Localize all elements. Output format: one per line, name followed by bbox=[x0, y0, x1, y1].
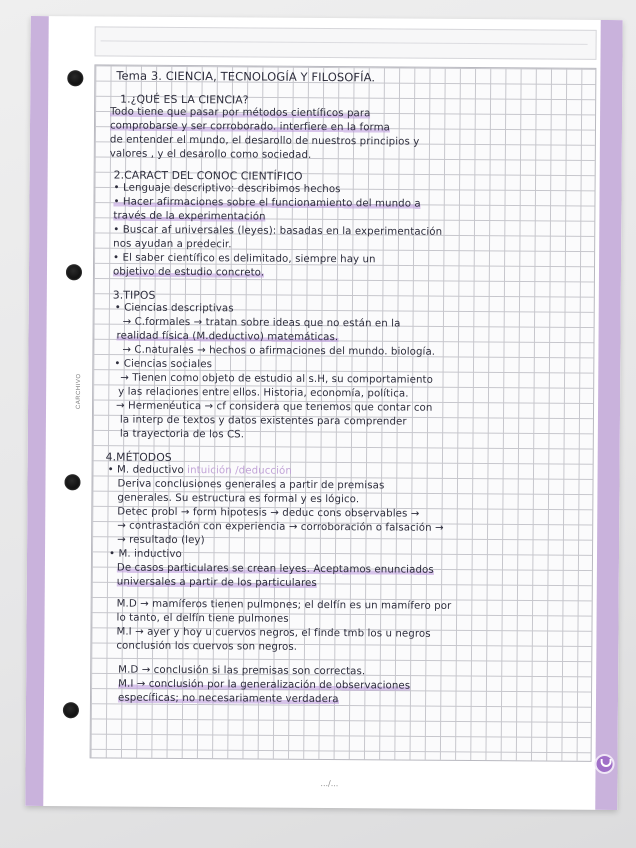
note-line: → C.naturales → hechos o afirmaciones del mundo. biología. bbox=[122, 344, 436, 358]
note-line: • M. inductivo bbox=[108, 548, 182, 561]
note-line: Detec probl → form hipotesis → deduc cons observables → bbox=[117, 506, 420, 520]
note-line: → resultado (ley) bbox=[117, 534, 205, 547]
note-line: la interp de textos y datos existentes para comprender bbox=[119, 414, 407, 428]
note-line: • Hacer afirmaciones sobre el funcionamiento del mundo a bbox=[113, 196, 421, 210]
note-line: universales a partir de los particulares bbox=[116, 576, 317, 589]
brand-label: CARCHIVO bbox=[75, 373, 83, 410]
note-line: De casos particulares se crean leyes. Aceptamos enunciados bbox=[116, 562, 434, 576]
note-line: • El saber científico es delimitado, siempre hay un bbox=[113, 252, 376, 266]
note-line: objetivo de estudio concreto. bbox=[112, 266, 265, 279]
section-heading: 4.MÉTODOS bbox=[105, 450, 172, 464]
page-footer: .../... bbox=[320, 778, 339, 789]
note-line: → Hermenéutica → cf considera que tenemos que contar con bbox=[116, 400, 433, 414]
note-line: → contrastación con experiencia → corroboración o falsación → bbox=[117, 520, 444, 534]
notes-title: Tema 3. CIENCIA, TECNOLOGÍA Y FILOSOFÍA. bbox=[116, 68, 376, 85]
example-line: M.I → conclusión por la generalización de observaciones bbox=[118, 678, 411, 692]
note-line: generales. Su estructura es formal y es lógico. bbox=[117, 492, 360, 506]
handwritten-notes bbox=[25, 16, 623, 810]
example-line: conclusión los cuervos son negros. bbox=[116, 640, 298, 653]
section-heading: 3.TIPOS bbox=[112, 288, 156, 302]
note-line: través de la experimentación bbox=[113, 210, 266, 223]
notebook-page bbox=[25, 16, 623, 810]
note-line: • Buscar af universales (leyes): basadas en la experimentación bbox=[113, 224, 443, 238]
note-line: • Ciencias descriptivas bbox=[114, 302, 234, 315]
note-line: realidad física (M.deductivo) matemáticas. bbox=[116, 330, 339, 344]
margin-note: intuición /deducción bbox=[187, 465, 292, 477]
section-heading: 2.CARACT DEL CONOC CIENTÍFICO bbox=[113, 168, 303, 183]
note-line: la trayectoria de los CS. bbox=[119, 428, 245, 441]
example-line: específicas; no necesariamente verdadera bbox=[117, 692, 339, 706]
note-line: Deriva conclusiones generales a partir de premisas bbox=[117, 478, 385, 492]
example-line: M.D → mamíferos tienen pulmones; el delfín es un mamífero por bbox=[116, 598, 452, 612]
note-line: nos ayudan a predecir. bbox=[113, 238, 232, 251]
note-line: • Ciencias sociales bbox=[114, 358, 213, 371]
note-line: • Lenguaje descriptivo: describimos hechos bbox=[113, 182, 341, 196]
example-line: M.D → conclusión si las premisas son correctas. bbox=[118, 664, 366, 678]
example-line: M.I → ayer y hoy u cuervos negros, el finde tmb los u negros bbox=[116, 626, 431, 640]
note-line: • M. deductivo bbox=[107, 464, 184, 477]
note-line: de entender el mundo, el desarollo de nuestros principios y bbox=[109, 134, 420, 148]
example-line: lo tanto, el delfín tiene pulmones bbox=[116, 612, 289, 625]
section-heading: 1.¿QUÉ ES LA CIENCIA? bbox=[120, 92, 249, 107]
note-line: Todo tiene que pasar por métodos científicos para bbox=[110, 106, 371, 120]
note-line: → C.formales → tratan sobre ideas que no están en la bbox=[122, 316, 401, 330]
note-line: → Tienen como objeto de estudio al s.H, su comportamiento bbox=[120, 372, 434, 386]
note-line: comprobarse y ser corroborado. interfiere en la forma bbox=[109, 120, 391, 134]
note-line: y las relaciones entre ellos. Historia, economía, política. bbox=[118, 386, 409, 400]
note-line: valores , y el desarollo como sociedad. bbox=[109, 148, 312, 161]
